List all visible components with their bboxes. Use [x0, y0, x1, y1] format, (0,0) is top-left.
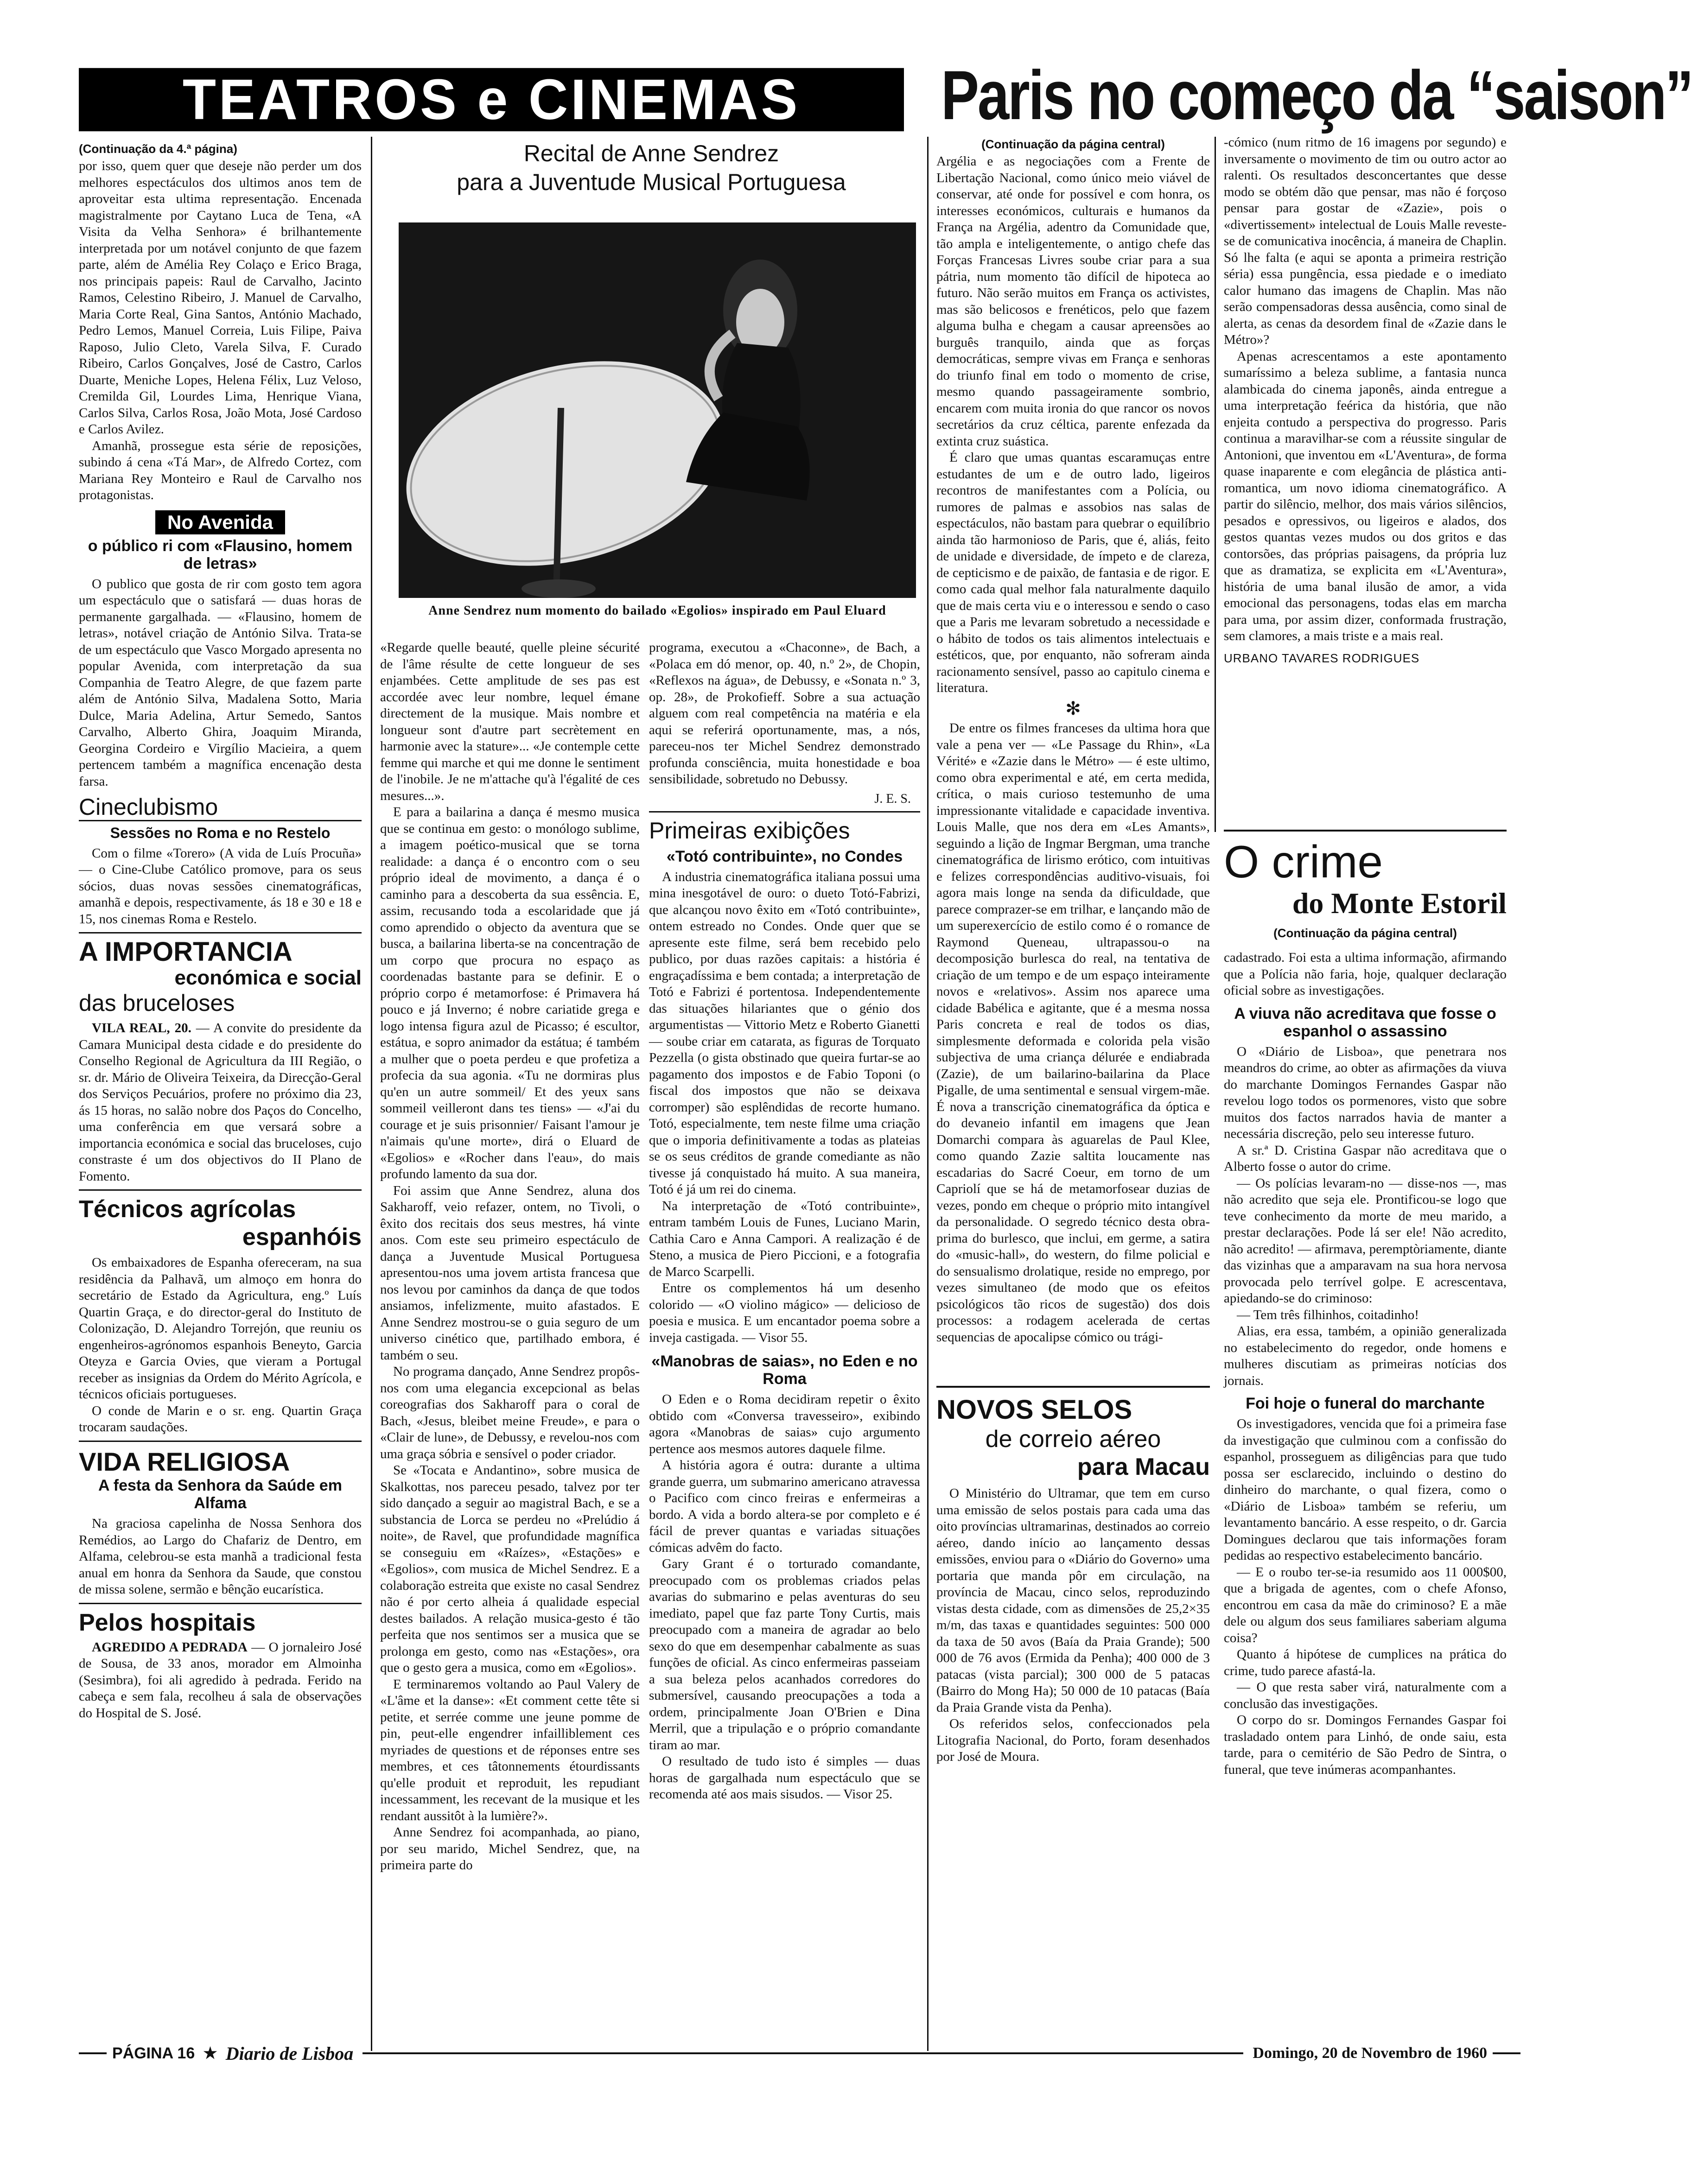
paragraph: O «Diário de Lisboa», que penetrara nos meandros do crime, ao obter as afirmações da viuva do marchante Domingos Fernandes Gaspar não revelou logo todos os pormenores, visto que sobre muitos dos factos narrados havia de manter a necessária discreção, pelo seu interesse futuro. [1224, 1044, 1507, 1142]
page-footer [79, 2037, 1520, 2070]
paris-body-2 [1224, 134, 1507, 645]
recital-end [649, 640, 920, 788]
selos-subheading: de correio aéreo [985, 1426, 1161, 1453]
paragraph: Os embaixadores de Espanha ofereceram, na sua residência da Palhavã, um almoço em honra do secretário de Estado da Agricultura, eng.º Luís Quartin Graça, e do director-geral do Instituto de Colonização, D. Alejandro Torrejón, que reuniu os engenheiros-agrónomos espanhois Beneyto, Garcia Oteyza e Garcia Ovies, que vieram a Portugal receber as insignias da Ordem do Mérito Agrícola, e técnicos oficiais portugueses. [79, 1255, 362, 1402]
paragraph: — O jornaleiro José de Sousa, de 33 anos, morador em Almoinha (Sesimbra), foi ali agredido à pedrada. Ferido na cabeça e sem fala, recolheu á sala de observações do Hospital de S. José. [79, 1639, 362, 1721]
continuation-note: (Continuação da página central) [981, 137, 1165, 151]
paragraph: Se «Tocata e Andantino», sobre musica de Skalkottas, nos pareceu pesado, talvez por ter sido dançado a seguir ao magistral Bach, e se a substancia de Lorca se perdeu no «Prelúdio á noite», de Ravel, que profundidade magnífica se conseguiu em «Raízes», «Estações» e «Egolios», com musica de Michel Sendrez. E a colaboração estreita que existe no casal Sendrez não é por certo alheia á qualidade especial destes bailados. A relação musica-gesto é tão perfeita que nos sentimos ser a musica que se prolonga em gesto, como nas «Estações», ora que o gesto gera a musica, como em «Egolios». [380, 1463, 640, 1675]
paris-column-1 [936, 134, 1210, 1377]
dateline: VILA REAL, 20. [92, 1021, 191, 1036]
selos-subheading-2: para Macau [1077, 1454, 1210, 1480]
recital-subtitle: para a Juventude Musical Portuguesa [457, 169, 846, 195]
recital-column-1 [380, 640, 640, 2025]
paragraph: Os referidos selos, confeccionados pela Litografia Nacional, do Porto, foram desenhados por José de Moura. [936, 1716, 1210, 1764]
recital-column-2 [649, 640, 920, 2025]
paragraph: programa, executou a «Chaconne», de Bach, a «Polaca em dó menor, op. 40, n.º 2», de Chopin, «Reflexos na água», de Debussy, e «Sonata n.º 3, op. 28», de Prokofieff. Sobre a sua actuação alguem com real competência na matéria e ela aqui se referirá oportunamente, mas, a nós, pareceu-nos ter Michel Sendrez demonstrado profunda consciência, muita honestidade e boa sensibilidade, sobretudo no Debussy. [649, 640, 920, 787]
tecnicos-subheading: espanhóis [242, 1224, 362, 1251]
crime-heading: O crime [1224, 836, 1383, 887]
paragraph: por isso, quem quer que deseje não perder um dos melhores espectáculos dos ultimos anos tem de aproveitar esta ultima representação. Encenada magistralmente por Caytano Luca de Tena, «A Visita da Velha Senhora» é brilhantemente interpretada por um notável conjunto de que fazem parte, além de Amélia Rey Colaço e Erico Braga, nos principais papeis: Raul de Carvalho, Jacinto Ramos, Celestino Ribeiro, J. Manuel de Carvalho, Maria Corte Real, Gina Santos, António Machado, Pedro Lemos, Manuel Correia, Luis Filipe, Paiva Raposo, Julio Cleto, Varela Silva, F. Curado Ribeiro, Carlos Gonçalves, José de Castro, Carlos Duarte, Meniche Lopes, Helena Félix, Luz Veloso, Cremilda Gil, Lourdes Lima, Henrique Viana, Carlos Silva, Carlos Rosa, João Mota, José Cardoso e Carlos Avilez. [79, 159, 362, 437]
paragraph: O Ministério do Ultramar, que tem em curso uma emissão de selos postais para cada uma das oito províncias ultramarinas, destinados ao correio aéreo, dando início ao lançamento dessas emissões, enviou para o «Diário do Governo» uma portaria que manda pôr em circulação, na província de Macau, cinco selos, reproduzindo vistas desta cidade, com as dimensões de 25,2×35 m/m, das taxas e quantidades seguintes: 500 000 da taxa de 50 avos (Baía da Praia Grande); 500 000 de 76 avos (Ermida da Penha); 400 000 de 3 patacas (vista parcial); 300 000 de 5 patacas (Bairro do Mong Ha); 50 000 de 10 patacas (Baía da Praia Grande vista da Penha). [936, 1486, 1210, 1715]
paragraph: No programa dançado, Anne Sendrez propôs-nos com uma elegancia excepcional as belas coreografias dos Sakharoff para o coral de Bach, «Jesus, bleibet meine Freude», e para o «Clair de lune», de Debussy, e revelou-nos com uma graça sóbria e sensível o poder criador. [380, 1364, 640, 1461]
paragraph: O conde de Marin e o sr. eng. Quartin Graça trocaram saudações. [79, 1403, 362, 1435]
vida-religiosa-subheading: A festa da Senhora da Saúde em Alfama [98, 1476, 342, 1512]
bruceloses-subheading: económica e social [174, 966, 362, 990]
continuation-note: (Continuação da página central) [1273, 926, 1457, 940]
teatros-body [79, 158, 362, 504]
paragraph: Quanto á hipótese de cumplices na prática do crime, tudo parece afastá-la. [1224, 1647, 1507, 1678]
paragraph: Na graciosa capelinha de Nossa Senhora dos Remédios, ao Largo do Chafariz de Dentro, em Alfama, celebrou-se esta manhã a tradicional festa anual em honra da Senhora da Saude, que constou de missa solene, sermão e bênção eucarística. [79, 1516, 362, 1597]
vida-religiosa-heading: VIDA RELIGIOSA [79, 1447, 290, 1476]
avenida-subheading: o público ri com «Flausino, homem de letras» [88, 537, 353, 572]
paragraph: Gary Grant é o torturado comandante, preocupado com os problemas criados pelas avarias do submarino e pelas aventuras do seu imediato, papel que faz parte Tony Curtis, mais preocupado com a maneira de agradar ao belo sexo do que em desempenhar cabalmente as suas funções de oficial. As cinco enfermeiras passeiam a sua beleza pelos acanhados corredores do submersível, causando preocupações a toda a ordem, principalmente Joan O'Brien e Dina Merril, que a tripulação e o próprio comandante tiram ao mar. [649, 1556, 920, 1752]
paragraph: Na interpretação de «Totó contribuinte», entram também Louis de Funes, Luciano Marin, Cathia Caro e Anna Campori. A realização é de Steno, a musica de Piero Piccioni, e a fotografia de Marco Scarpelli. [649, 1198, 920, 1279]
funeral-heading: Foi hoje o funeral do marchante [1246, 1395, 1485, 1413]
paris-body-1 [936, 153, 1210, 1346]
tecnicos-body [79, 1255, 362, 1436]
paragraph: O publico que gosta de rir com gosto tem agora um espectáculo que o satisfará — duas horas de permanente gargalhada. — «Flausino, homem de letras», notável criação de António Silva. Trata-se de um espectáculo que Vasco Morgado apresenta no popular Avenida, com interpretação da sua Companhia de Teatro Alegre, de que fazem parte além de António Silva, Madalena Sotto, Maria Dulce, Maria Adelina, Artur Semedo, Santos Carvalho, Alberto Ghira, Joaquim Miranda, Georgina Cordeiro e Virgílio Macieira, a quem pertencem também a magnífica encenação desta farsa. [79, 576, 362, 789]
viuva-body [1224, 1044, 1507, 1390]
paragraph: E para a bailarina a dança é mesmo musica que se continua em gesto: o monólogo sublime, a imagem poético-musical que se torna realidade: a dança é o encontro com o seu próprio ideal de movimento, a dança é o caminho para a descoberta da sua essência. E, assim, recusando toda a escolaridade que já como aprendido o objecto da aventura que se busca, a bailarina liberta-se na concentração de um corpo que procura no espaço as coordenadas bastante para se definir. E o próprio corpo é metamorfose: é Primavera há pouco e já Inverno; é nobre cariatide grega e logo intensa figura azul de Picasso; é escultor, estátua, e sopro animador da estátua; é também a mulher que o poeta perdeu e que profetiza a profecia da sua agonia. «Tu ne dormiras plus qu'en un autre sommeil/ Et des yeux sans sommeil veilleront dans tes tiens» — «J'ai du courage et je suis prisonnier/ Faisant l'amour je n'aimais qu'une morte», dirá o Eluard de «Egolios» e «Rocher dans l'eau», do mais profundo lamento da sua dor. [380, 805, 640, 1181]
exibicoes-heading: Primeiras exibições [649, 817, 850, 844]
paragraph: Os investigadores, vencida que foi a primeira fase da investigação que culminou com a confissão do espanhol, prosseguem as diligências para que tudo possa ser esclarecido, incluindo o destino do dinheiro do marchante, o qual fizera, como o «Diário de Lisboa» também se referiu, um levantamento bancário. A esse respeito, o dr. Garcia Domingues declarou que tais informações foram pedidas ao respectivo estabelecimento bancário. [1224, 1416, 1507, 1563]
continuation-note: (Continuação da 4.ª página) [79, 142, 237, 156]
paragraph: Amanhã, prossegue esta série de reposições, subindo á cena «Tá Mar», de Alfredo Cortez, com Mariana Rey Monteiro e Raul de Carvalho nos protagonistas. [79, 438, 362, 502]
signature: URBANO TAVARES RODRIGUES [1224, 651, 1420, 665]
asterisk: ✻ [1065, 698, 1081, 719]
paragraph: — O que resta saber virá, naturalmente com a conclusão das investigações. [1224, 1680, 1507, 1711]
paragraph: Alias, era essa, também, a opinião generalizada no estabelecimento do regedor, onde homens e mulheres discutiam as primeiras notícias dos jornais. [1224, 1324, 1507, 1388]
avenida-body [79, 576, 362, 790]
paragraph: A história agora é outra: durante a ultima grande guerra, um submarino americano atravessa o Pacifico com cinco freiras e enfermeiras a bordo. A vida a bordo altera-se por completo e é fácil de prever quantas e variadas situações cómicas advêm do facto. [649, 1458, 920, 1555]
column-teatros [79, 139, 362, 2025]
toto-review [649, 869, 920, 1346]
paragraph: O resultado de tudo isto é simples — duas horas de gargalhada num espectáculo que se recomenda até aos mais sisudos. — Visor 25. [649, 1754, 920, 1802]
viuva-heading: A viuva não acreditava que fosse o espanhol o assassino [1234, 1004, 1496, 1040]
paragraph: Foi assim que Anne Sendrez, aluna dos Sakharoff, veio refazer, ontem, no Tivoli, o êxito dos recitais dos seus mestres, há vinte anos. Com este seu primeiro espectáculo de dança a Juventude Musical Portuguesa apresentou-nos uma jovem artista francesa que nos levou por caminhos da dança de que todos ansiamos, infelizmente, muito afastados. E Anne Sendrez mostrou-se o guia seguro de um universo cinético que, partilhado embora, é também o seu. [380, 1183, 640, 1363]
star-icon: ★ [203, 2044, 217, 2062]
paragraph: Argélia e as negociações com a Frente de Libertação Nacional, como único meio viável de conservar, até onde for possível e com honra, os interesses económicos, culturais e humanos da França na Argélia, adentro da Comunidade que, tão ampla e inteligentemente, o antigo chefe das Forças Francesas Livres soube criar para a sua pátria, num momento tão difícil de hipoteca ao futuro. Não serão muitos em França os activistes, mas são belicosos e frenéticos, pelo que fazem alguma bulha e chegam a causar apreensões ao burguês tranquilo, ainda que as forças democráticas, sempre vivas em França e senhoras do triunfo final em todo o momento de crise, mesmo quando passageiramente sombrio, encarem com muita ironia do que rancor os novos secretários da cruz céltica, parente enfezada da extinta cruz suástica. [936, 154, 1210, 449]
tecnicos-heading: Técnicos agrícolas [79, 1196, 296, 1223]
toto-heading: «Totó contribuinte», no Condes [666, 847, 903, 865]
selos-section [936, 1386, 1210, 2025]
paragraph: — Tem três filhinhos, coitadinho! [1237, 1307, 1419, 1322]
selos-body [936, 1486, 1210, 1765]
cineclubismo-subheading: Sessões no Roma e no Restelo [110, 825, 331, 842]
bruceloses-body [79, 1020, 362, 1185]
column-rule [371, 137, 372, 2051]
paragraph: O corpo do sr. Domingos Fernandes Gaspar foi trasladado ontem para Linhó, de onde saiu, esta tarde, para o cemitério de São Pedro de Sintra, o funeral, que teve inúmeras acompanhantes. [1224, 1713, 1507, 1777]
saias-heading: «Manobras de saias», no Eden e no Roma [651, 1352, 918, 1388]
paragraph: — E o roubo ter-se-ia resumido aos 11 000$00, que a brigada de agentes, com o chefe Afonso, encontrou em casa da mãe do criminoso? E a mãe dele ou algum dos seus familiares saberiam alguma coisa? [1224, 1564, 1507, 1645]
hospitais-heading: Pelos hospitais [79, 1609, 256, 1636]
cineclubismo-heading: Cineclubismo [79, 794, 362, 821]
photo-caption: Anne Sendrez num momento do bailado «Egolios» inspirado em Paul Eluard [428, 603, 886, 618]
section-banner: TEATROS e CINEMAS [79, 68, 904, 132]
paragraph: «Regarde quelle beauté, quelle pleine sécurité de l'âme résulte de cette longueur de ses enjambées. Cette amplitude de ses pas est accordée avec leur nombre, lequel émane directement de la musique. Mais nombre et longueur sont d'autre part secrètement en harmonie avec la stature»... «Je contemple cette femme qui marche et qui me donne le sentiment de l'inobile. Je ne m'attache qu'à l'égalité de ces mesures...». [380, 640, 640, 803]
initials: J. E. S. [874, 791, 911, 806]
paragraph: Com o filme «Torero» (A vida de Luís Procuña» — o Cine-Clube Católico promove, para os seus sócios, duas novas sessões cinematográficas, amanhã e depois, respectivamente, ás 18 e 30 e 18 e 15, nos cinemas Roma e Restelo. [79, 845, 362, 927]
paragraph: Apenas acrescentamos a este apontamento sumaríssimo a beleza sublime, a fantasia nunca alambicada do cinema japonês, ainda entregue a uma interpretação feérica da história, que não enjeita contudo a perspectiva do progresso. Paris continua a maravilhar-se com a réussite singular de Antonioni, que inventou em «L'Aventura», de forma quase inaparente e com elegância de plástica anti-romantica, um novo idioma cinematográfico. A partir do silêncio, melhor, dos mais vários silêncios, pesados e opressivos, ou ligeiros e alados, dos gestos quantas vezes mudos ou dos gritos e das contorsões, das próprias paisagens, da própria luz que as dramatiza, se explicita em «L'Aventura», história de uma banal ilusão de amor, a vida emocional das personagens, todas elas em marcha para uma, por assim dizer, conformada frustração, sem clamores, a mais triste e a mais real. [1224, 349, 1507, 643]
paragraph: cadastrado. Foi esta a ultima informação, afirmando que a Polícia não faria, hoje, qualquer declaração oficial sobre as investigações. [1224, 950, 1507, 998]
paragraph: — Os polícias levaram-no — disse-nos —, mas não acredito que seja ele. Prontificou-se logo que teve conhecimento da morte de meu marido, a prestar declarações. Pode lá ser ele! Não acredito, não acredito! — afirmava, peremptòriamente, diante das vizinhas que a amparavam na sua hora nervosa provocada pelo terrível golpe. E acrescentava, apiedando-se do criminoso: [1224, 1175, 1507, 1306]
paris-headline: Paris no começo da “saison” [941, 56, 1692, 134]
paragraph: A sr.ª D. Cristina Gaspar não acreditava que o Alberto fosse o autor do crime. [1224, 1143, 1507, 1175]
vida-religiosa-body [79, 1516, 362, 1598]
dancer-photo-image [399, 222, 916, 598]
newspaper-name: Diario de Lisboa [225, 2043, 354, 2064]
paragraph: De entre os filmes franceses da ultima hora que vale a pena ver — «Le Passage du Rhin», «La Vérité» e «Zazie dans le Métro» — é este ultimo, como obra experimental e até, em certa medida, crítica, o mais curioso testemunho de uma impressionante vitalidade e capacidade inventiva. Louis Malle, que nos dera em «Les Amants», seguindo a lição de Ingmar Bergman, uma tranche cinematográfica de lirismo erótico, com intuitivas e felizes correspondências auditivo-visuais, foi agora mais longe na senda da dificuldade, que parece comprazer-se em trilhar, e lançando mão de um superexercício de estilo como é o romance de Raymond Queneau, ultrapassou-o na decomposição burlesca do real, na tentativa de criação de um tempo e de um espaço inteiramente novos e «relativos». Assim nos aparece uma cidade Babélica e agitante, que é a mesma nossa Paris concreta e real de todos os dias, simplesmente deformada e colorida pela visão subjectiva de uma criança délurée e endiabrada (Zazie), de um bailarino-bailarina da Place Pigalle, de uma sentimental e sensual virgem-mãe. É nova a transcrição cinematográfica da óptica e do devaneio infantil em imagens que Jean Domarchi compara às aguarelas de Paul Klee, como quando Zazie saltita loucamente nas escadarias do Sacré Coeur, em torno de um Capriolí que se há de metamorfosear duzias de vezes, pondo em cheque o próprio mito intangível da personalidade. O segredo técnico desta obra-prima do burlesco, que inclui, em germe, a satira do «music-hall», do western, do filme policial e do sensualismo drolatique, reside no emprego, por vezes simultaneo (de modo que os efeitos psicológicos tão ricos de sugestão) dos dois processos: a rodagem acelerada de certas sequencias de apocalipse cómico ou trági- [936, 721, 1210, 1345]
paragraph: É claro que umas quantas escaramuças entre estudantes de um e de outro lado, ligeiros recontros de manifestantes com a Polícia, ou rumores de palmas e assobios nas salas de espectáculos, não bastam para quebrar o equilíbrio ainda tão harmonioso de Paris, que é, aliás, feito de unidade e diversidade, de ímpeto e de clareza, de cepticismo e de paixão, de fantasia e de rigor. E como cada qual melhor fala naturalmente daquilo que de mais certa viu e o interessou e sendo o caso que a Paris me levaram sobretudo a necessidade e o hábito de todos os tais alimentos intelectuais e estéticos, que, por enquanto, não sofreram ainda racionamento sensível, passo ao capitulo cinema e literatura. [936, 450, 1210, 695]
cineclubismo-body [79, 845, 362, 928]
recital-title: Recital de Anne Sendrez [523, 140, 779, 166]
crime-subheading: do Monte Estoril [1292, 886, 1507, 920]
paragraph: O Eden e o Roma decidiram repetir o êxito obtido com «Conversa travesseiro», exibindo agora «Manobras de saias» cujo argumento pertence aos mesmos autores daquele filme. [649, 1392, 920, 1456]
bruceloses-subheading-2: das bruceloses [79, 990, 235, 1016]
avenida-heading: No Avenida [155, 510, 285, 534]
hospitais-body [79, 1639, 362, 1722]
bruceloses-heading: A IMPORTANCIA [79, 937, 293, 967]
dancer-photo [399, 222, 916, 598]
paragraph: E terminaremos voltando ao Paul Valery de «L'âme et la danse»: «Et comment cette tête si petite, et serrée comme une jeune pomme de pin, peut-elle engendrer infailliblement ces myriades de questions et de réponses entre ses membres, et ces tâtonnements étourdissants qu'elle produit et reproduit, les repudiant incessamment, les recevant de la musique et les rendant aussitôt à la lumière?». [380, 1676, 640, 1823]
dateline: AGREDIDO A PEDRADA [92, 1639, 248, 1655]
issue-date: Domingo, 20 de Novembro de 1960 [1253, 2044, 1487, 2062]
page-number: PÁGINA 16 [112, 2044, 195, 2062]
paragraph: Anne Sendrez foi acompanhada, ao piano, por seu marido, Michel Sendrez, que, na primeira parte do [380, 1825, 640, 1873]
crime-intro [1224, 950, 1507, 999]
selos-heading: NOVOS SELOS [936, 1395, 1132, 1425]
funeral-body [1224, 1416, 1507, 1778]
paragraph: -cómico (num ritmo de 16 imagens por segundo) e inversamente o movimento de tim ou outro actor ao ralenti. Os resultados desconcertantes que desse modo se obtém dão que pensar, mas não é forçoso pensar para gostar de «Zazie», pois o «divertissement» intelectual de Louis Malle reveste-se de comunicativa inocência, á maneira de Chaplin. Só lhe falta (e aqui se aponta a primeira restrição séria) essa pungência, essa piedade e o imediato calor humano das imagens de Chaplin. Mas não serão compensadoras dessa ausência, como sinal de alerta, as cenas da desordem final de «Zazie dans le Métro»? [1224, 135, 1507, 347]
crime-section [1224, 830, 1507, 2025]
paragraph: — A convite do presidente da Camara Municipal desta cidade e do presidente do Conselho Regional de Agricultura da III Região, o sr. dr. Mário de Oliveira Teixeira, da Direcção-Geral dos Serviços Pecuários, profere no próximo dia 23, ás 15 horas, no salão nobre dos Paços do Concelho, uma conferência em que versará sobre a importancia económica e social das bruceloses, cujo constraste é um dos objectivos do II Plano de Fomento. [79, 1021, 362, 1184]
column-rule [1215, 137, 1216, 832]
column-rule [927, 137, 929, 2051]
saias-review [649, 1391, 920, 1803]
paragraph: A industria cinematográfica italiana possui uma mina inesgotável de ouro: o dueto Totó-Fabrizi, que alcançou novo êxito em «Totó contribuinte», ontem estreado no Condes. Onde quer que se apresente este filme, será bem recebido pelo publico, por duas razões capitais: a história é engraçadíssima e bem contada; a interpretação de Totó e Fabrizi é portentosa. Independentemente das situações hilariantes que o génio dos argumentistas — Vittorio Metz e Roberto Gianetti — soube criar em catarata, as figuras de Torquato Pezzella (o gista obstinado que queira furtar-se ao pagamento dos impostos e de Fabio Toponi (o fiscal dos impostos que não se deixava corromper) são esplêndidas de recorte humano. Totó, especialmente, tem neste filme uma criação que o imporia definitivamente a todas as plateias se os seus créditos de grande comediante as não tivesse já conquistado há muito. A sua maneira, Totó é já um rei do cinema. [649, 869, 920, 1197]
paris-column-2 [1224, 134, 1507, 820]
recital-header [380, 139, 922, 218]
paragraph: Entre os complementos há um desenho colorido — «O violino mágico» — delicioso de poesia e musica. E um encantador poema sobre a inveja castigada. — Visor 55. [649, 1281, 920, 1345]
